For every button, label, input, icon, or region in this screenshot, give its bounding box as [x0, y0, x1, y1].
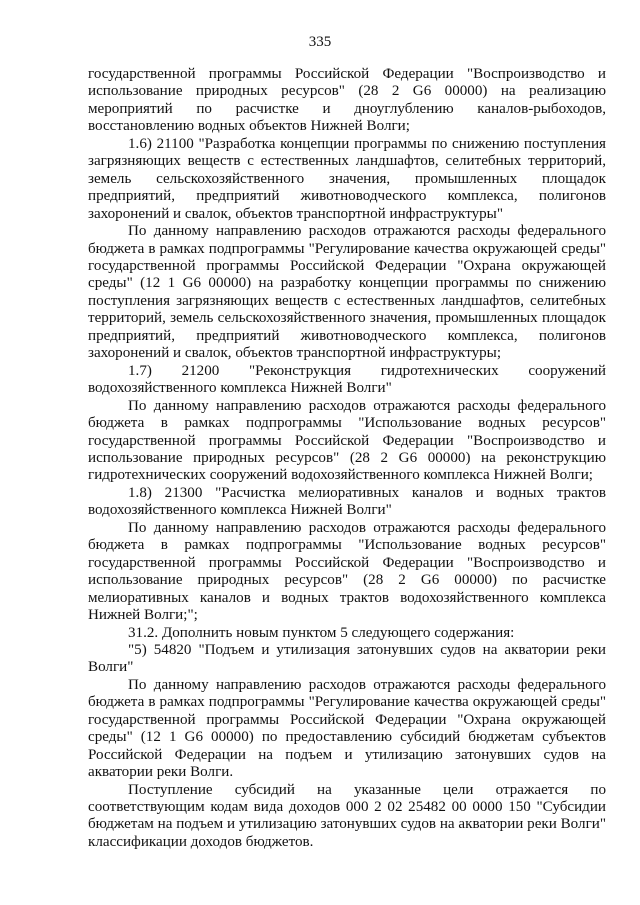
paragraph-item-1-8: 1.8) 21300 "Расчистка мелиоративных каналов и водных трактов водохозяйственного комплекса Нижней Волги": [88, 484, 606, 519]
page-number: 335: [308, 34, 332, 50]
paragraph-item-1-7: 1.7) 21200 "Реконструкция гидротехнических сооружений водохозяйственного комплекса Нижней Волги": [88, 362, 606, 397]
paragraph-item-1-6: 1.6) 21100 "Разработка концепции программы по снижению поступления загрязняющих веществ с естественных ландшафтов, селитебных территорий, земель сельскохозяйственного значения, промышленных площадок предприятий, предприятий животноводческого комплекса, полигонов захоронений и свалок, объектов транспортной инфраструктуры": [88, 135, 606, 222]
paragraph-subsidy-income: Поступление субсидий на указанные цели отражается по соответствующим кодам вида доходов 000 2 02 25482 00 0000 150 "Субсидии бюджетам на подъем и утилизацию затонувших судов на акватории реки Волги" классификации доходов бюджетов.: [88, 781, 606, 850]
paragraph-item-5: "5) 54820 "Подъем и утилизация затонувших судов на акватории реки Волги": [88, 641, 606, 676]
paragraph-item-5-description: По данному направлению расходов отражаются расходы федерального бюджета в рамках подпрограммы "Регулирование качества окружающей среды" государственной программы Российской Федерации "Охрана окружающей среды" (12 1 G6 00000) по предоставлению субсидий бюджетам субъектов Российской Федерации на подъем и утилизацию затонувших судов на акватории реки Волги.: [88, 676, 606, 781]
paragraph-item-1-8-description: По данному направлению расходов отражаются расходы федерального бюджета в рамках подпрограммы "Использование водных ресурсов" государственной программы Российской Федерации "Воспроизводство и использование природных ресурсов" (28 2 G6 00000) по расчистке мелиоративных каналов и водных трактов водохозяйственного комплекса Нижней Волги;";: [88, 519, 606, 624]
paragraph-continuation: государственной программы Российской Федерации "Воспроизводство и использование природных ресурсов" (28 2 G6 00000) на реализацию мероприятий по расчистке и дноуглублению каналов-рыбоходов, восстановлению водных объектов Нижней Волги;: [88, 66, 606, 135]
paragraph-item-1-7-description: По данному направлению расходов отражаются расходы федерального бюджета в рамках подпрограммы "Использование водных ресурсов" государственной программы Российской Федерации "Воспроизводство и использование природных ресурсов" (28 2 G6 00000) на реконструкцию гидротехнических сооружений водохозяйственного комплекса Нижней Волги;: [88, 397, 606, 484]
paragraph-item-1-6-description: По данному направлению расходов отражаются расходы федерального бюджета в рамках подпрограммы "Регулирование качества окружающей среды" государственной программы Российской Федерации "Охрана окружающей среды" (12 1 G6 00000) на разработку концепции программы по снижению поступления загрязняющих веществ с естественных ландшафтов, селитебных территорий, земель сельскохозяйственного значения, промышленных площадок предприятий, предприятий животноводческого комплекса, полигонов захоронений и свалок, объектов транспортной инфраструктуры;: [88, 223, 606, 362]
document-body: [88, 66, 606, 851]
paragraph-section-31-2: 31.2. Дополнить новым пунктом 5 следующего содержания:: [128, 624, 515, 641]
